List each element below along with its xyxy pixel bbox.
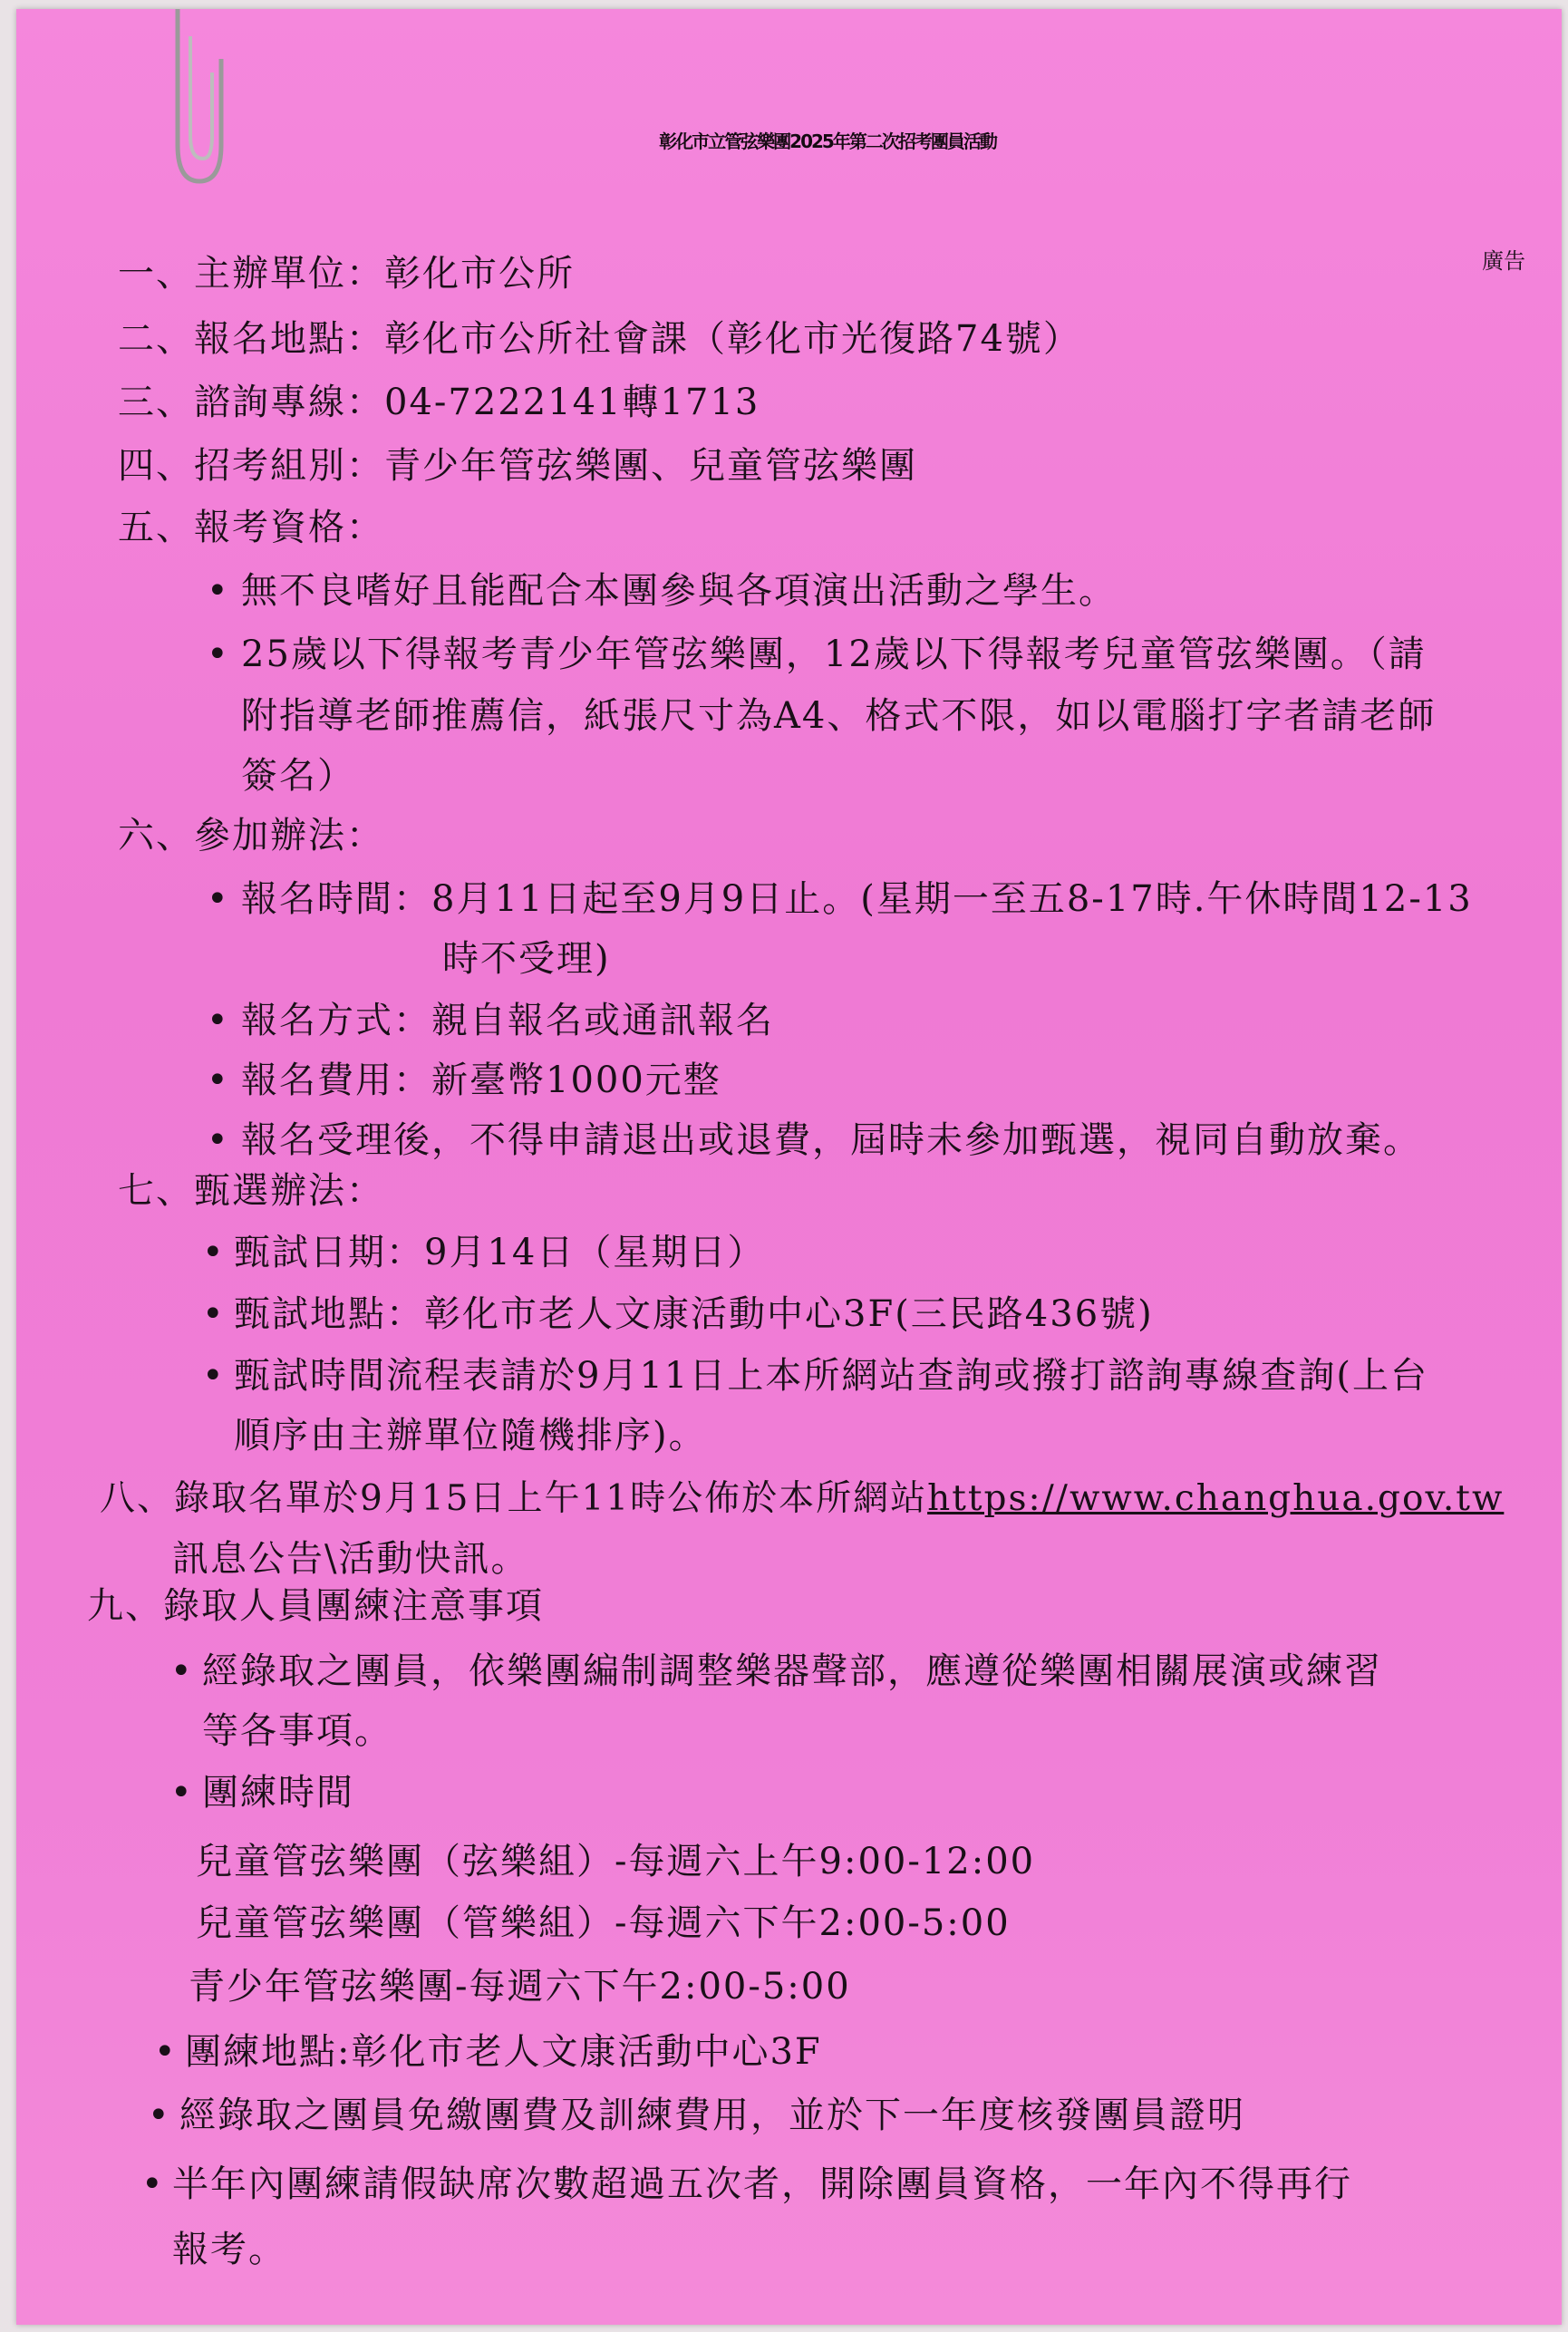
- result-line: [100, 1477, 1504, 1521]
- qualification-item-2-line-3: 簽名）: [241, 755, 355, 797]
- audition-heading: 七、甄選辦法：: [118, 1170, 384, 1212]
- method-heading: 六、參加辦法：: [118, 815, 384, 856]
- venue-line: 二、報名地點：彰化市公所社會課（彰化市光復路74號）: [118, 318, 1081, 360]
- qualification-item-2-line-2: 附指導老師推薦信，紙張尺寸為A4、格式不限，如以電腦打字者請老師: [241, 695, 1437, 737]
- ad-label: 廣告: [1482, 248, 1525, 274]
- result-line-2: 訊息公告\活動快訊。: [172, 1538, 529, 1580]
- page-title: 彰化市立管弦樂團2025年第二次招考團員活動: [659, 131, 996, 152]
- notice-2-heading: 團練時間: [202, 1772, 354, 1814]
- groups-line: 四、招考組別：青少年管弦樂團、兒童管弦樂團: [118, 445, 917, 487]
- notice-1-line-1: 經錄取之團員，依樂團編制調整樂器聲部，應遵從樂團相關展演或練習: [202, 1650, 1382, 1692]
- bullet-icon: •: [202, 1355, 224, 1397]
- notice-3-line: 團練地點:彰化市老人文康活動中心3F: [185, 2031, 822, 2073]
- bullet-icon: •: [154, 2031, 176, 2073]
- bullet-icon: •: [207, 1000, 228, 1041]
- audition-date-line: 甄試日期：9月14日（星期日）: [234, 1232, 766, 1273]
- bullet-icon: •: [170, 1650, 192, 1692]
- qualification-item-2-line-1: 25歲以下得報考青少年管弦樂團，12歲以下得報考兒童管弦樂團。（請: [241, 634, 1427, 675]
- organizer-line: 一、主辦單位：彰化市公所: [118, 253, 575, 295]
- notice-1-line-2: 等各事項。: [202, 1710, 392, 1752]
- result-text: 八、錄取名單於9月15日上午11時公佈於本所網站: [100, 1478, 928, 1519]
- method-way-line: 報名方式：親自報名或通訊報名: [241, 1000, 774, 1041]
- method-time-line-1: 報名時間：8月11日起至9月9日止。(星期一至五8-17時.午休時間12-13: [241, 878, 1473, 920]
- method-refund-line: 報名受理後，不得申請退出或退費，屆時未參加甄選，視同自動放棄。: [241, 1119, 1421, 1161]
- bullet-icon: •: [170, 1772, 192, 1814]
- practice-time-3: 青少年管弦樂團-每週六下午2:00-5:00: [189, 1966, 851, 2008]
- qualification-heading: 五、報考資格：: [118, 507, 384, 548]
- bullet-icon: •: [202, 1232, 224, 1273]
- bullet-icon: •: [207, 878, 228, 920]
- bullet-icon: •: [207, 634, 228, 675]
- practice-time-1: 兒童管弦樂團（弦樂組）-每週六上午9:00-12:00: [196, 1841, 1036, 1882]
- bullet-icon: •: [141, 2163, 163, 2205]
- practice-time-2: 兒童管弦樂團（管樂組）-每週六下午2:00-5:00: [196, 1902, 1011, 1944]
- notice-5-line-2: 報考。: [172, 2229, 286, 2270]
- bullet-icon: •: [207, 570, 228, 612]
- bullet-icon: •: [207, 1060, 228, 1101]
- bullet-icon: •: [207, 1119, 228, 1161]
- hotline-line: 三、諮詢專線：04-7222141轉1713: [118, 382, 760, 423]
- paperclip-icon: [143, 9, 229, 204]
- notice-5-line-1: 半年內團練請假缺席次數超過五次者，開除團員資格，一年內不得再行: [172, 2163, 1352, 2205]
- method-time-line-2: 時不受理): [442, 938, 611, 980]
- notice-heading: 九、錄取人員團練注意事項: [87, 1585, 544, 1627]
- bullet-icon: •: [202, 1293, 224, 1335]
- notice-4-line: 經錄取之團員免繳團費及訓練費用，並於下一年度核發團員證明: [179, 2095, 1245, 2136]
- flyer-paper: [16, 9, 1562, 2325]
- audition-schedule-line-1: 甄試時間流程表請於9月11日上本所網站查詢或撥打諮詢專線查詢(上台: [234, 1355, 1428, 1397]
- bullet-icon: •: [148, 2095, 169, 2136]
- audition-schedule-line-2: 順序由主辦單位隨機排序)。: [234, 1415, 707, 1456]
- audition-place-line: 甄試地點：彰化市老人文康活動中心3F(三民路436號): [234, 1293, 1154, 1335]
- qualification-item-1: 無不良嗜好且能配合本團參與各項演出活動之學生。: [241, 570, 1117, 612]
- website-link[interactable]: https://www.changhua.gov.tw: [927, 1478, 1505, 1519]
- method-fee-line: 報名費用：新臺幣1000元整: [241, 1060, 721, 1101]
